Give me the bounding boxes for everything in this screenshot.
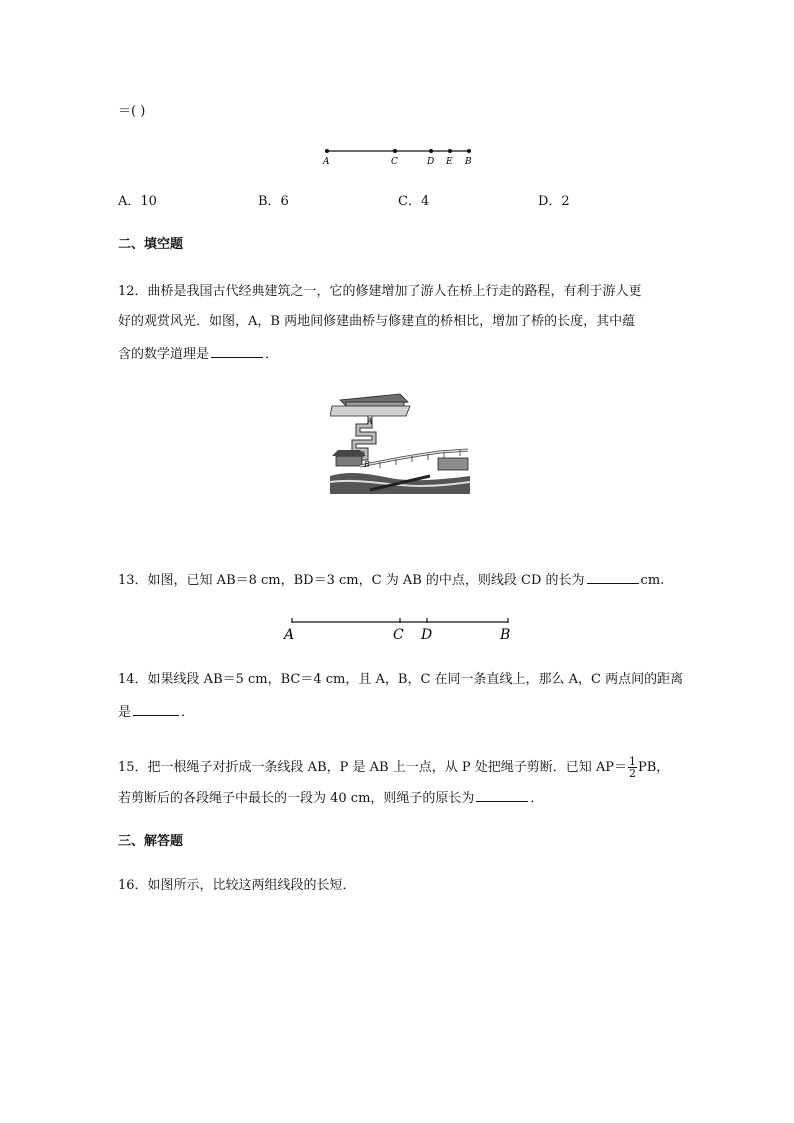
q14-line2-text: 是 (118, 705, 132, 720)
q12-line3-text: 含的数学道理是 (118, 347, 210, 362)
option-c[interactable]: C．4 (398, 194, 430, 209)
fraction-one-half (628, 756, 637, 779)
label-a: A (284, 627, 295, 643)
section-answer-title: 三、解答题 (118, 834, 184, 849)
fraction-numerator: 1 (628, 755, 636, 768)
q15-line1-end: PB， (637, 760, 670, 775)
q14-line1: 14．如果线段 AB＝5 cm，BC＝4 cm，且 A，B，C 在同一条直线上，那么 A，C 两点间的距离 (118, 672, 684, 687)
q14-line2 (118, 703, 194, 721)
q11-segment-figure (315, 142, 485, 170)
q13-segment-figure (282, 614, 518, 644)
q16-text: 16．如图所示，比较这两组线段的长短． (118, 878, 356, 893)
q12-line1: 12．曲桥是我国古代经典建筑之一，它的修建增加了游人在桥上行走的路程，有利于游人更 (118, 284, 642, 299)
q13-answer-blank[interactable] (587, 571, 639, 584)
label-d: D (421, 627, 433, 643)
q15-answer-blank[interactable] (476, 789, 528, 802)
point-b (467, 149, 471, 153)
q11-tail: ＝( ) (118, 104, 146, 119)
point-a (325, 149, 329, 153)
q14-answer-blank[interactable] (133, 703, 179, 716)
label-b: B (500, 627, 511, 643)
q15-line2-end: ． (530, 791, 544, 806)
q13-unit: cm. (640, 573, 665, 588)
label-d: D (427, 157, 435, 167)
label-c: C (391, 157, 398, 167)
point-c (393, 149, 397, 153)
q15-line2 (118, 789, 543, 807)
option-b[interactable]: B．6 (258, 194, 289, 209)
label-a: A (323, 157, 330, 167)
point-d (429, 149, 433, 153)
label-c: C (393, 627, 404, 643)
q12-line3 (118, 345, 278, 363)
q12-answer-blank[interactable] (211, 345, 263, 358)
label-e: E (446, 157, 453, 167)
section-fill-in-title: 二、填空题 (118, 237, 184, 252)
q15-line2-text: 若剪断后的各段绳子中最长的一段为 40 cm，则绳子的原长为 (118, 791, 475, 806)
bridge-label-a: A (367, 417, 373, 426)
option-a[interactable]: A．10 (118, 194, 157, 209)
q12-line2: 好的观赏风光．如图，A，B 两地间修建曲桥与修建直的桥相比，增加了桥的长度，其中蕴 (118, 314, 636, 329)
q15-line1-text: 15．把一根绳子对折成一条线段 AB，P 是 AB 上一点，从 P 处把绳子剪断．已知 AP＝ (118, 760, 627, 775)
q15-line1 (118, 754, 669, 782)
option-d[interactable]: D．2 (538, 194, 570, 209)
q13-text (118, 571, 664, 589)
q13-question: 13．如图，已知 AB＝8 cm，BD＝3 cm，C 为 AB 的中点，则线段 CD 的长为 (118, 573, 585, 588)
fraction-denominator: 2 (628, 767, 636, 780)
label-b: B (465, 157, 472, 167)
zigzag-bridge-illustration (330, 390, 470, 494)
q14-line2-end: ． (181, 705, 195, 720)
q12-line3-end: ． (265, 347, 279, 362)
bridge-label-b: B (364, 460, 370, 469)
point-e (448, 149, 452, 153)
